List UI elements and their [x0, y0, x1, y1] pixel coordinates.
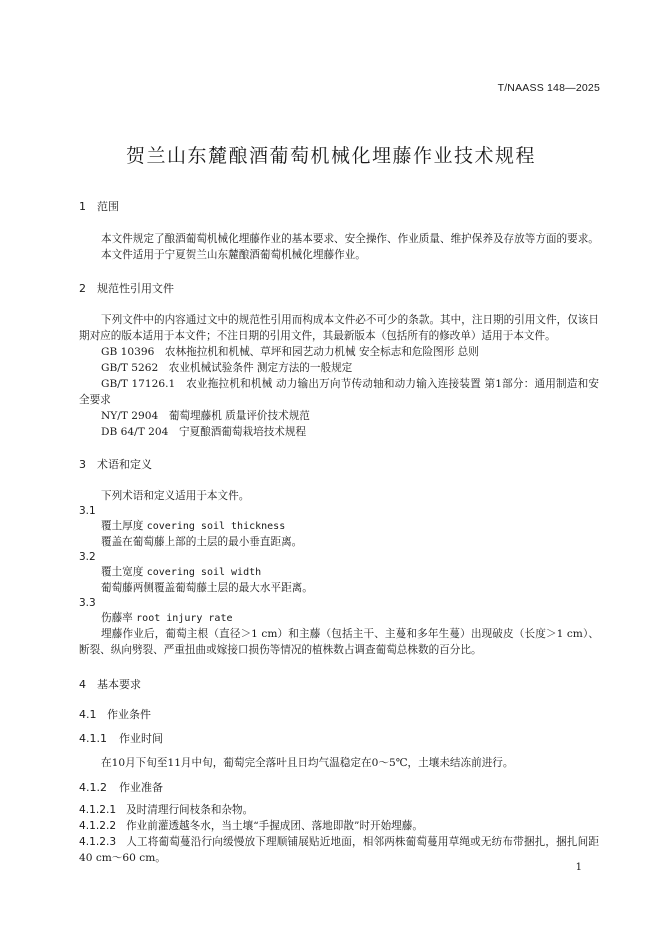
term-definition: 葡萄藤两侧覆盖葡萄藤土层的最大水平距离。	[101, 582, 313, 594]
term-definition: 覆盖在葡萄藤上部的土层的最小垂直距离。	[101, 536, 303, 548]
section-4-heading	[79, 676, 599, 692]
term-number: 3.2	[79, 551, 96, 563]
term-name-zh: 伤藤率	[101, 612, 133, 624]
paragraph: 下列术语和定义适用于本文件。	[101, 490, 250, 502]
reference-item: GB 10396 农林拖拉机和机械、草坪和园艺动力机械 安全标志和危险图形 总则	[101, 346, 479, 358]
paragraph: 本文件规定了酿酒葡萄机械化埋藤作业的基本要求、安全操作、作业质量、维护保养及存放等方面的要求。	[101, 233, 599, 245]
section-number: 4.1	[79, 708, 97, 721]
reference-item: GB/T 17126.1 农业拖拉机和机械 动力输出万向节传动轴和动力输入连接装置 第1部分：通用制造和安全要求	[79, 378, 599, 406]
subsection-4-1-1-heading	[79, 730, 599, 746]
section-number: 4	[79, 678, 86, 691]
subsection-4-1-heading	[79, 706, 599, 722]
reference-item: DB 64/T 204 宁夏酿酒葡萄栽培技术规程	[101, 426, 307, 438]
subsection-4-1-2-heading	[79, 779, 599, 795]
term-definition: 埋藤作业后，葡萄主根（直径＞1 cm）和主藤（包括主干、主蔓和多年生蔓）出现破皮（长度＞1 cm）、断裂、纵向劈裂、严重扭曲或嫁接口损伤等情况的植株数占调查葡萄总株数的百分比。	[79, 628, 599, 656]
section-number: 3	[79, 458, 86, 471]
clause-number: 4.1.2.1	[79, 804, 117, 816]
page-number: 1	[575, 862, 582, 873]
section-title: 作业条件	[107, 708, 151, 721]
section-title: 作业时间	[119, 732, 163, 745]
section-title: 术语和定义	[97, 458, 152, 471]
term-name	[79, 611, 599, 626]
document-title: 贺兰山东麓酿酒葡萄机械化埋藤作业技术规程	[125, 145, 536, 167]
section-2-heading	[79, 280, 599, 296]
clause-item	[79, 834, 599, 866]
clause-number: 4.1.2.2	[79, 820, 117, 832]
term-name-en: root injury rate	[136, 613, 233, 624]
document-body	[79, 198, 599, 866]
reference-item: GB/T 5262 农业机械试验条件 测定方法的一般规定	[101, 362, 353, 374]
clause-item	[79, 802, 599, 818]
paragraph: 在10月下旬至11月中旬，葡萄完全落叶且日均气温稳定在0～5℃，土壤未结冻前进行。	[101, 757, 514, 769]
term-name-zh: 覆土厚度	[101, 520, 144, 532]
section-title: 规范性引用文件	[97, 282, 174, 295]
term-name	[79, 565, 599, 580]
section-number: 2	[79, 282, 86, 295]
section-number: 4.1.1	[79, 732, 107, 745]
section-title: 范围	[97, 200, 119, 213]
term-name-en: covering soil thickness	[146, 521, 286, 532]
term-number: 3.1	[79, 505, 96, 517]
clause-text: 作业前灌透越冬水，当土壤“手握成团、落地即散”时开始埋藤。	[126, 820, 423, 832]
paragraph: 下列文件中的内容通过文中的规范性引用而构成本文件必不可少的条款。其中，注日期的引用文件，仅该日期对应的版本适用于本文件；不注日期的引用文件，其最新版本（包括所有的修改单）适用于本文件。	[79, 314, 599, 342]
clause-text: 及时清理行间枝条和杂物。	[126, 804, 254, 816]
term-name	[79, 519, 599, 534]
section-number: 1	[79, 200, 86, 213]
paragraph: 本文件适用于宁夏贺兰山东麓酿酒葡萄机械化埋藤作业。	[101, 249, 366, 261]
reference-item: NY/T 2904 葡萄埋藤机 质量评价技术规范	[101, 410, 310, 422]
section-number: 4.1.2	[79, 781, 107, 794]
document-code: T/NAASS 148—2025	[497, 82, 600, 94]
clause-item	[79, 818, 599, 834]
term-name-en: covering soil width	[146, 567, 262, 578]
section-3-heading	[79, 456, 599, 472]
section-1-heading	[79, 198, 599, 214]
term-name-zh: 覆土宽度	[101, 566, 144, 578]
term-number: 3.3	[79, 597, 96, 609]
clause-text: 人工将葡萄蔓沿行向缓慢放下理顺铺展贴近地面，相邻两株葡萄蔓用草绳或无纺布带捆扎，捆扎间距 40 cm～60 cm。	[79, 836, 599, 864]
section-title: 基本要求	[97, 678, 141, 691]
clause-number: 4.1.2.3	[79, 836, 117, 848]
section-title: 作业准备	[119, 781, 163, 794]
